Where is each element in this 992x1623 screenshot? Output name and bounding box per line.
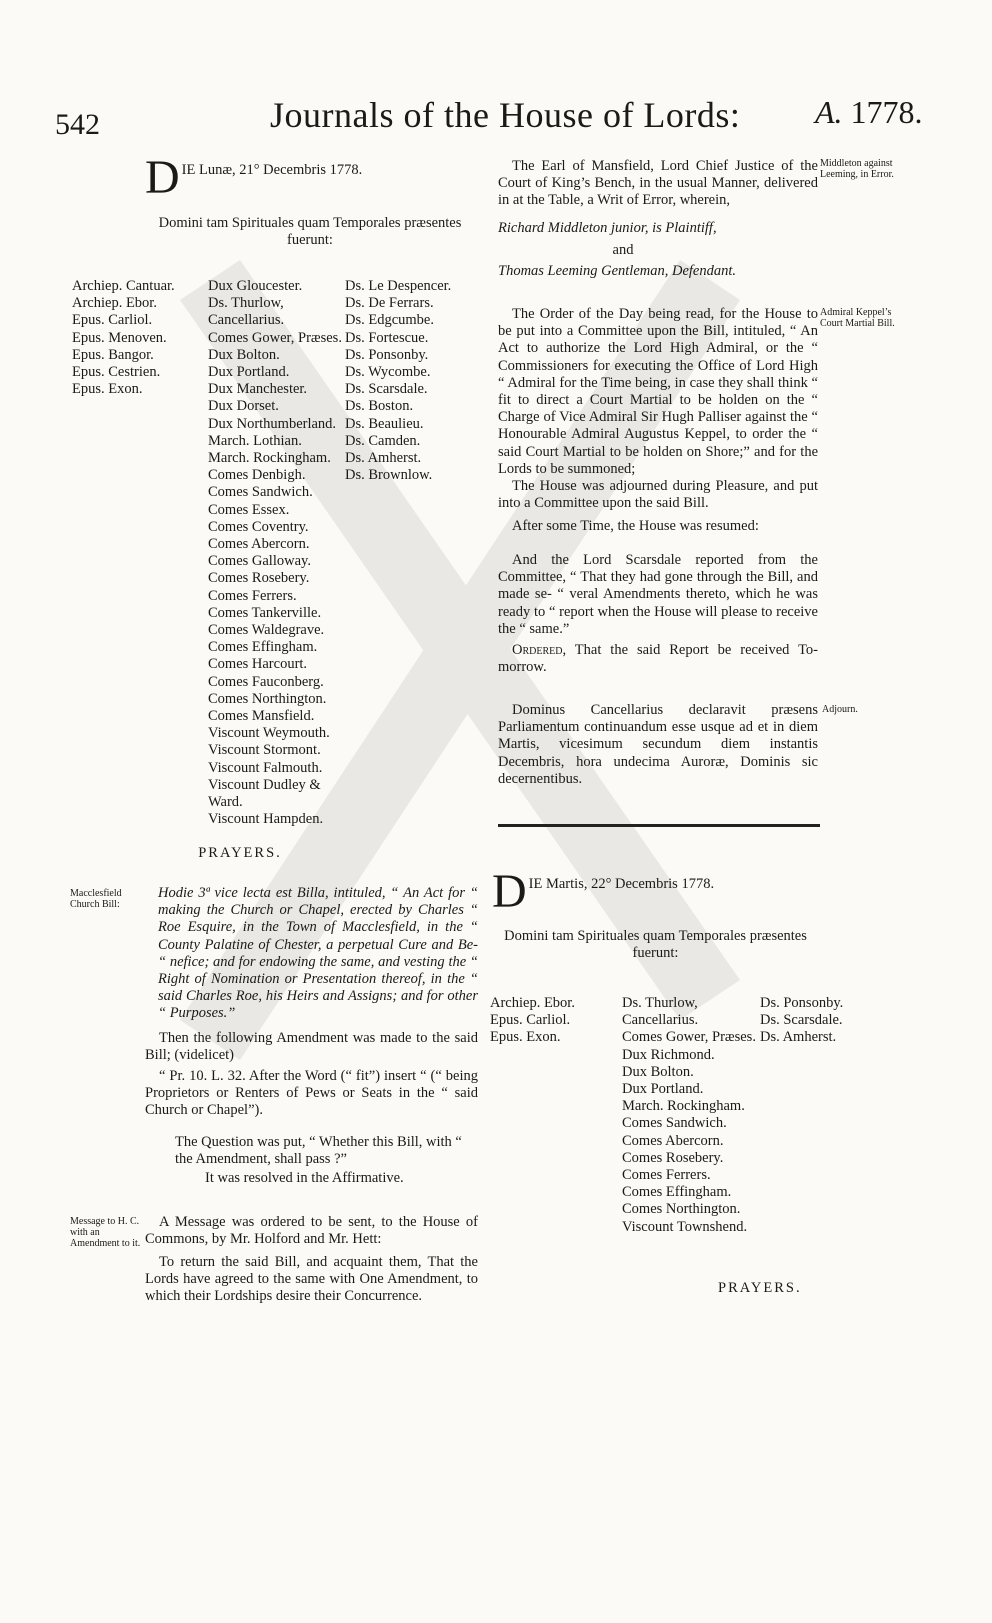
attendee-name: Dux Manchester. <box>208 381 308 398</box>
middleton-and: and <box>612 242 634 258</box>
macclesfield-amendment-intro: Then the following Amendment was made to the said Bill; (videlicet) <box>145 1030 478 1064</box>
margin-note-macclesfield: Macclesfield Church Bill: <box>70 888 122 910</box>
attendee-name: Epus. Cestrien. <box>72 364 161 381</box>
attendee-name: Ds. De Ferrars. <box>345 295 434 312</box>
journal-year: A. 1778. <box>815 94 923 130</box>
attendee-name: Dux Richmond. <box>622 1046 715 1063</box>
attendee-name: Ds. Thurlow, Cancellarius. <box>208 295 285 329</box>
session2-prayers: PRAYERS. <box>718 1280 802 1296</box>
keppel-reported: And the Lord Scarsdale reported from the Committee, “ That they had gone through the Bill, and made se- “ veral Amendments thereto, which he was ready to “ report when the House will please to receive the “ same.” <box>498 552 818 637</box>
middleton-text: The Earl of Mansfield, Lord Chief Justice of the Court of King’s Bench, in the usual Manner, delivered in at the Table, a Writ of Error, wherein, <box>498 158 818 209</box>
attendee-name: Comes Fauconberg. <box>208 673 324 690</box>
journal-title: Journals of the House of Lords: <box>270 95 741 135</box>
attendee-name: Dux Gloucester. <box>208 278 303 294</box>
message-text-2: To return the said Bill, and acquaint them, That the Lords have agreed to the same with One Amendment, to which their Lordships desire their Concurrence. <box>145 1254 478 1305</box>
attendee-name: Comes Northington. <box>208 690 327 707</box>
page-number: 542 <box>55 108 100 141</box>
attendee-name: Dux Northumberland. <box>208 415 337 432</box>
attendee-name: Comes Galloway. <box>208 553 311 570</box>
attendee-name: Comes Sandwich. <box>622 1115 727 1132</box>
attendee-name: Comes Rosebery. <box>208 570 310 587</box>
attendee-name: Comes Abercorn. <box>622 1132 724 1149</box>
attendee-name: Viscount Townshend. <box>622 1218 748 1235</box>
attendee-name: Viscount Hampden. <box>208 811 324 828</box>
attendee-name: Comes Essex. <box>208 501 290 518</box>
attendee-name: Ds. Thurlow, Cancellarius. <box>622 995 699 1029</box>
session2-dateline: D IE Martis, 22° Decembris 1778. <box>492 865 715 918</box>
session2-present-heading: Domini tam Spirituales quam Temporales præsentes fuerunt: <box>504 928 807 962</box>
attendee-name: Ds. Scarsdale. <box>760 1012 843 1029</box>
attendee-name: Dux Bolton. <box>622 1063 694 1080</box>
attendee-name: Epus. Menoven. <box>72 329 167 346</box>
keppel-resumed: After some Time, the House was resumed: <box>512 518 759 534</box>
macclesfield-question: The Question was put, “ Whether this Bill, with “ the Amendment, shall pass ?” <box>175 1134 462 1168</box>
attendee-name: Ds. Amherst. <box>345 450 422 467</box>
attendee-name: Ds. Wycombe. <box>345 364 431 381</box>
attendee-name: March. Rockingham. <box>622 1098 745 1115</box>
attendee-name: Comes Coventry. <box>208 518 309 535</box>
session2-attendance-col2 <box>622 995 757 1236</box>
attendee-name: Epus. Bangor. <box>72 346 154 363</box>
attendee-name: Comes Effingham. <box>208 639 318 656</box>
attendee-name: Archiep. Cantuar. <box>72 278 175 294</box>
session1-attendance-col1 <box>72 278 202 398</box>
adjourn-text: Dominus Cancellarius declaravit præsens Parliamentum continuandum esse usque ad et in diem Martis, vicesimum secundum diem instantis Decembris, hora undecima Auroræ, Dominis sic decernentibus. <box>498 702 818 787</box>
middleton-plaintiff: Richard Middleton junior, is Plaintiff, <box>498 220 717 236</box>
attendee-name: March. Rockingham. <box>208 450 331 467</box>
attendee-name: Ds. Edgcumbe. <box>345 312 434 329</box>
attendee-name: Viscount Dudley & Ward. <box>208 776 321 811</box>
attendee-name: Viscount Stormont. <box>208 742 321 759</box>
macclesfield-amendment: “ Pr. 10. L. 32. After the Word (“ fit”) insert “ (“ being Proprietors or Renters of Pews or Seats in the “ said Church or Chapel”). <box>145 1068 478 1119</box>
attendee-name: Ds. Amherst. <box>760 1029 837 1046</box>
session1-prayers: PRAYERS. <box>198 845 282 861</box>
attendee-name: Ds. Camden. <box>345 432 421 449</box>
attendee-name: Epus. Exon. <box>490 1029 561 1046</box>
attendee-name: Comes Abercorn. <box>208 536 310 553</box>
margin-note-keppel: Admiral Keppel’s Court Martial Bill. <box>820 307 895 329</box>
attendee-name: Comes Effingham. <box>622 1184 732 1201</box>
attendee-name: Comes Mansfield. <box>208 708 315 725</box>
attendee-name: Archiep. Ebor. <box>490 995 575 1011</box>
session1-attendance-col2 <box>208 278 343 829</box>
attendee-name: Comes Ferrers. <box>208 587 297 604</box>
attendee-name: Epus. Carliol. <box>72 312 153 329</box>
attendee-name: Viscount Weymouth. <box>208 725 330 742</box>
middleton-defendant: Thomas Leeming Gentleman, Defendant. <box>498 263 737 279</box>
attendee-name: Dux Portland. <box>208 364 290 381</box>
attendee-name: Ds. Beaulieu. <box>345 415 424 432</box>
attendee-name: Comes Sandwich. <box>208 484 313 501</box>
attendee-name: Ds. Ponsonby. <box>760 995 844 1011</box>
macclesfield-resolved: It was resolved in the Affirmative. <box>205 1170 404 1186</box>
attendee-name: Epus. Carliol. <box>490 1012 571 1029</box>
session2-attendance-col3 <box>760 995 860 1047</box>
attendee-name: Dux Portland. <box>622 1081 704 1098</box>
keppel-ordered: Ordered, That the said Report be received To-morrow. <box>498 642 818 676</box>
margin-note-message: Message to H. C. with an Amendment to it. <box>70 1216 141 1249</box>
attendee-name: Comes Harcourt. <box>208 656 308 673</box>
attendee-name: Ds. Boston. <box>345 398 414 415</box>
attendee-name: Ds. Fortescue. <box>345 329 429 346</box>
message-text: A Message was ordered to be sent, to the House of Commons, by Mr. Holford and Mr. Hett: <box>145 1214 478 1248</box>
attendee-name: Comes Gower, Præses. <box>208 329 342 346</box>
attendee-name: Comes Waldegrave. <box>208 622 325 639</box>
margin-note-adjourn: Adjourn. <box>822 704 858 715</box>
margin-note-middleton: Middleton against Leeming, in Error. <box>820 158 894 180</box>
attendee-name: Ds. Le Despencer. <box>345 278 452 294</box>
keppel-adjourned: The House was adjourned during Pleasure, and put into a Committee upon the said Bill. <box>498 478 818 512</box>
attendee-name: Ds. Brownlow. <box>345 467 433 484</box>
attendee-name: Dux Bolton. <box>208 346 280 363</box>
macclesfield-bill-text: Hodie 3ª vice lecta est Billa, intituled, “ An Act for “ making the Church or Chapel, erected by Charles “ Roe Esquire, in the Town of Macclesfield, in the “ County Palatine of Chester, a perpetual Cure and Be- “ nefice; and for endowing the same, and vesting the “ Right of Nomination or Presentation thereof, in the “ said Charles Roe, his Heirs and Assigns; and for other “ Purposes.” <box>158 885 478 1022</box>
session1-dateline: D IE Lunæ, 21° Decembris 1778. <box>145 151 363 204</box>
session1-attendance-col3 <box>345 278 475 484</box>
attendee-name: Comes Northington. <box>622 1201 741 1218</box>
attendee-name: Epus. Exon. <box>72 381 143 398</box>
attendee-name: Dux Dorset. <box>208 398 279 415</box>
section-divider <box>498 824 820 827</box>
attendee-name: Archiep. Ebor. <box>72 295 157 312</box>
attendee-name: March. Lothian. <box>208 432 302 449</box>
attendee-name: Comes Rosebery. <box>622 1149 724 1166</box>
attendee-name: Ds. Scarsdale. <box>345 381 428 398</box>
attendee-name: Comes Gower, Præses. <box>622 1029 756 1046</box>
attendee-name: Comes Tankerville. <box>208 604 322 621</box>
session1-present-heading: Domini tam Spirituales quam Temporales præsentes fuerunt: <box>158 215 462 249</box>
attendee-name: Comes Denbigh. <box>208 467 306 484</box>
attendee-name: Comes Ferrers. <box>622 1167 711 1184</box>
session2-attendance-col1 <box>490 995 615 1047</box>
keppel-bill-text: The Order of the Day being read, for the House to be put into a Committee upon the Bill, intituled, “ An Act to authorize the Lord High Admiral, or the “ Commissioners for executing the Office of Lord High “ Admiral for the Time being, in case they shall think “ fit to direct a Court Martial to be holden on the “ Charge of Vice Admiral Sir Hugh Palliser against the “ Honourable Admiral Augustus Keppel, to order the “ said Court Martial to be holden on Shore;” and for the Lords to be summoned; <box>498 306 818 477</box>
attendee-name: Ds. Ponsonby. <box>345 346 429 363</box>
attendee-name: Viscount Falmouth. <box>208 759 323 776</box>
